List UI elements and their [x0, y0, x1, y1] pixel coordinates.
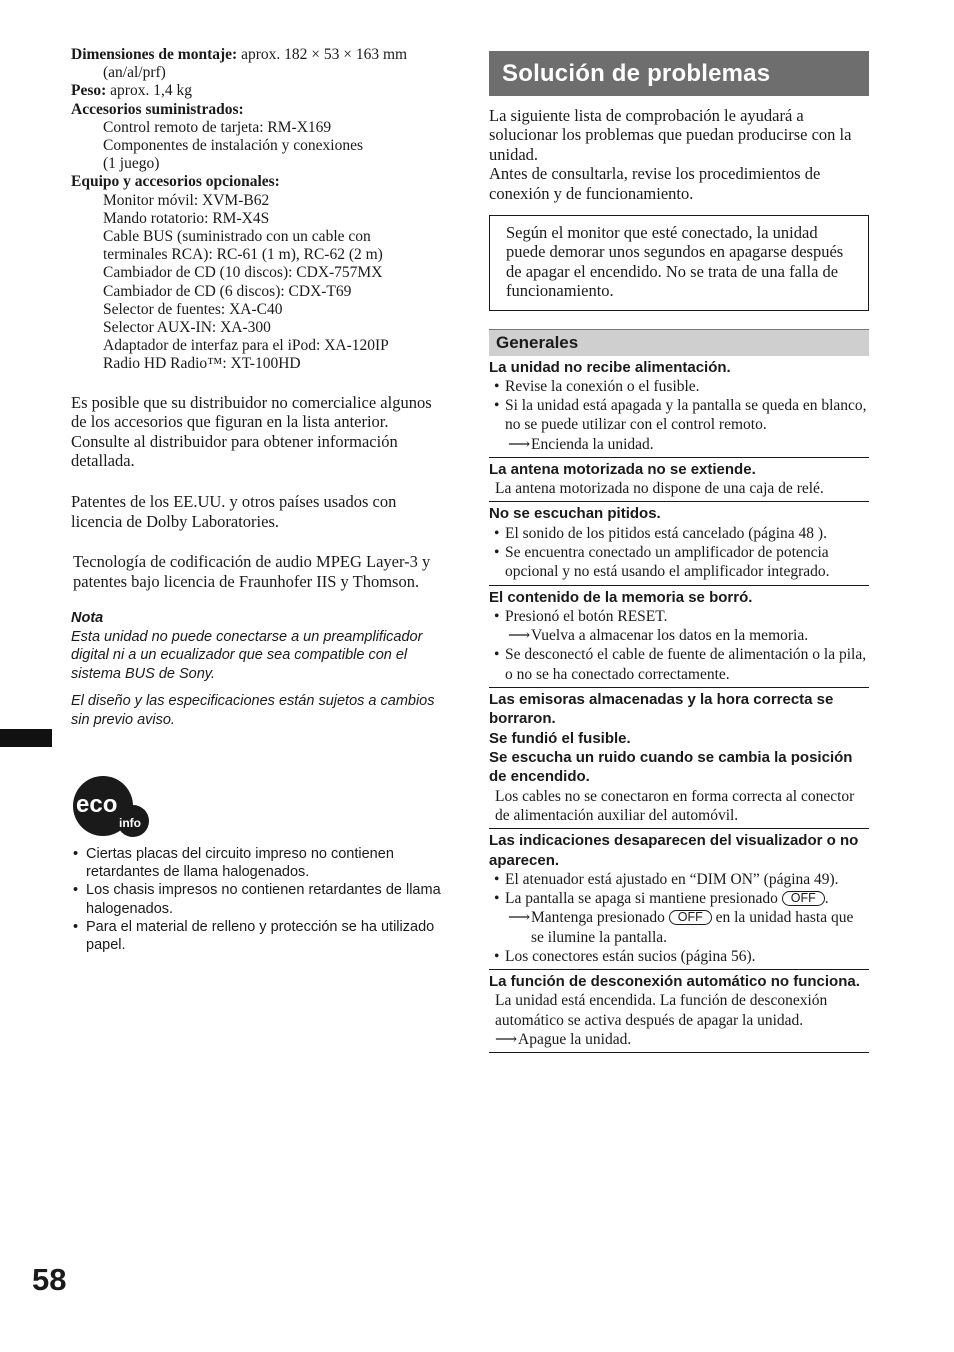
problem-stations-erased	[489, 690, 869, 829]
spec-mount	[71, 46, 441, 64]
list-item: • Se encuentra conectado un amplificador de potencia opcional y no está usando el amplificador integrado.	[494, 544, 830, 581]
spec-optional-label	[71, 173, 441, 191]
note-text: Esta unidad no puede conectarse a un preamplificador digital ni a un ecualizador que sea compatible con el sistema BUS de Sony.	[71, 628, 423, 682]
problem-display	[489, 831, 869, 970]
list-item: • Se desconectó el cable de fuente de alimentación o la pila, o no se ha conectado correctamente.	[494, 646, 867, 683]
list-item: • Presionó el botón RESET.	[494, 607, 668, 625]
off-key-label: OFF	[782, 891, 825, 906]
problem-heading: Se escucha un ruido cuando se cambia la posición de encendido.	[489, 748, 853, 786]
eco-item-text: Para el material de relleno y protección se ha utilizado papel.	[86, 918, 435, 954]
optional-item: Radio HD Radio™: XT-100HD	[103, 355, 301, 373]
optional-item: Mando rotatorio: RM-X4S	[103, 209, 270, 227]
note-title: Nota	[71, 610, 104, 627]
arrow-right-icon: ⟶	[508, 435, 531, 453]
eco-item-text: Ciertas placas del circuito impreso no contienen retardantes de llama halogenados.	[86, 846, 394, 881]
solution-item	[489, 626, 869, 645]
optional-item: Cambiador de CD (6 discos): CDX-T69	[103, 282, 352, 300]
spec-mount-value: aprox. 182 × 53 × 163 mm	[237, 46, 408, 63]
optional-item: Monitor móvil: XVM-B62	[103, 191, 270, 209]
bullet-text: .	[824, 890, 829, 908]
list-item: • Ciertas placas del circuito impreso no contienen retardantes de llama halogenados.	[73, 846, 394, 881]
supplied-label-text: Accesorios suministrados:	[71, 100, 244, 118]
solution-item	[489, 435, 869, 454]
bullet-text: Presionó el botón RESET.	[505, 607, 668, 625]
solution-text: Vuelva a almacenar los datos en la memoria.	[531, 627, 809, 645]
problem-text: La unidad está encendida. La función de desconexión automático se activa después de apagar la unidad.	[495, 992, 828, 1029]
list-item: • Los conectores están sucios (página 56).	[494, 947, 756, 965]
problem-heading: Las indicaciones desaparecen del visualizador o no aparecen.	[489, 832, 859, 869]
dolby-paragraph: Patentes de los EE.UU. y otros países usados con licencia de Dolby Laboratories.	[71, 492, 397, 531]
solution-text: en la unidad hasta que se ilumine la pantalla.	[531, 909, 854, 946]
bullet-text: La pantalla se apaga si mantiene presionado	[505, 890, 782, 908]
solution-item	[489, 1030, 869, 1049]
spec-weight	[71, 82, 441, 100]
arrow-right-icon: ⟶	[495, 1030, 518, 1048]
specifications-column	[71, 46, 441, 729]
bullet-text: Se encuentra conectado un amplificador de potencia opcional y no está usando el amplificador integrado.	[505, 544, 830, 581]
list-item: • El atenuador está ajustado en “DIM ON” (página 49).	[494, 870, 839, 888]
off-key-label: OFF	[669, 910, 712, 925]
problem-text: Los cables no se conectaron en forma correcta al conector de alimentación auxiliar del automóvil.	[495, 787, 855, 824]
supplied-item: Componentes de instalación y conexiones	[103, 137, 363, 155]
solution-item	[489, 908, 869, 946]
bullet-text: Revise la conexión o el fusible.	[505, 378, 700, 396]
optional-item: Cable BUS (suministrado con un cable con	[103, 228, 371, 246]
eco-info-list	[71, 845, 441, 954]
problem-antenna	[489, 460, 869, 503]
intro-paragraph-1: La siguiente lista de comprobación le ayudará a solucionar los problemas que puedan producirse con la unidad.	[489, 106, 852, 164]
optional-item: terminales RCA): RC-61 (1 m), RC-62 (2 m)	[103, 246, 383, 264]
bullet-text: El sonido de los pitidos está cancelado (página 48 ).	[505, 524, 827, 542]
list-item: • Si la unidad está apagada y la pantalla se queda en blanco, no se puede utilizar con el control remoto.	[494, 397, 867, 434]
list-item: • Los chasis impresos no contienen retardantes de llama halogenados.	[73, 882, 441, 917]
problem-heading: Las emisoras almacenadas y la hora correcta se borraron.	[489, 690, 834, 728]
solution-text: Apague la unidad.	[518, 1030, 632, 1048]
problem-memory-erased	[489, 588, 869, 688]
list-item: • Revise la conexión o el fusible.	[494, 378, 700, 396]
solution-text: Encienda la unidad.	[531, 435, 654, 453]
optional-item: Selector AUX-IN: XA-300	[103, 319, 271, 337]
spec-weight-value: aprox. 1,4 kg	[106, 82, 192, 100]
intro-paragraph-2: Antes de consultarla, revise los procedimientos de conexión y de funcionamiento.	[489, 164, 821, 203]
bullet-text: El atenuador está ajustado en “DIM ON” (página 49).	[505, 870, 839, 888]
problem-no-power	[489, 358, 869, 458]
bullet-text: Si la unidad está apagada y la pantalla se queda en blanco, no se puede utilizar con el control remoto.	[505, 397, 867, 434]
list-item: • La pantalla se apaga si mantiene presionado OFF .	[494, 890, 829, 908]
eco-logo-text: eco	[76, 791, 118, 818]
list-item: • Para el material de relleno y protección se ha utilizado papel.	[73, 918, 435, 954]
supplied-item: Control remoto de tarjeta: RM-X169	[103, 118, 332, 136]
notice-box: Según el monitor que esté conectado, la unidad puede demorar unos segundos en apagarse después de apagar el encendido. No se trata de una falla de funcionamiento.	[489, 215, 869, 311]
eco-info-icon	[73, 775, 149, 839]
problem-heading: La antena motorizada no se extiende.	[489, 460, 756, 478]
optional-item: Cambiador de CD (10 discos): CDX-757MX	[103, 264, 383, 282]
problem-heading: No se escuchan pitidos.	[489, 505, 661, 523]
optional-label-text: Equipo y accesorios opcionales:	[71, 173, 280, 191]
bullet-text: Los conectores están sucios (página 56).	[505, 947, 756, 965]
optional-item: Adaptador de interfaz para el iPod: XA-120IP	[103, 337, 389, 355]
section-tab-marker	[0, 729, 52, 747]
bullet-text: Se desconectó el cable de fuente de alimentación o la pila, o no se ha conectado correctamente.	[505, 646, 867, 683]
problem-heading: La unidad no recibe alimentación.	[489, 358, 731, 376]
design-note-text: El diseño y las especificaciones están sujetos a cambios sin previo aviso.	[71, 693, 435, 728]
mpeg-paragraph: Tecnología de codificación de audio MPEG Layer-3 y patentes bajo licencia de Fraunhofer IIS y Thomson.	[73, 552, 431, 591]
problem-heading: Se fundió el fusible.	[489, 729, 631, 747]
spec-mount-label: Dimensiones de montaje:	[71, 46, 238, 63]
eco-logo-subtext: info	[119, 816, 141, 830]
page-number: 58	[32, 1262, 67, 1297]
list-item: • El sonido de los pitidos está cancelado (página 48 ).	[494, 524, 827, 542]
arrow-right-icon: ⟶	[508, 909, 531, 927]
spec-mount-value2: (an/al/prf)	[103, 64, 166, 82]
spec-weight-label: Peso:	[71, 82, 107, 100]
arrow-right-icon: ⟶	[508, 627, 531, 645]
spec-supplied-label	[71, 101, 441, 119]
distributor-paragraph: Es posible que su distribuidor no comercialice algunos de los accesorios que figuran en la lista anterior. Consulte al distribuidor para obtener información detallada.	[71, 392, 432, 471]
problem-auto-off	[489, 972, 869, 1053]
section-title: Solución de problemas	[489, 51, 869, 96]
subsection-heading: Generales	[489, 329, 869, 356]
problem-text: La antena motorizada no dispone de una caja de relé.	[495, 480, 824, 498]
troubleshooting-column	[489, 51, 869, 1053]
supplied-item: (1 juego)	[103, 155, 160, 173]
optional-item: Selector de fuentes: XA-C40	[103, 300, 283, 318]
eco-info-logo	[73, 775, 149, 839]
problem-no-beep	[489, 504, 869, 585]
eco-item-text: Los chasis impresos no contienen retardantes de llama halogenados.	[86, 882, 441, 917]
problem-heading: La función de desconexión automático no funciona.	[489, 972, 860, 990]
solution-text: Mantenga presionado	[531, 909, 669, 927]
problem-heading: El contenido de la memoria se borró.	[489, 588, 753, 606]
